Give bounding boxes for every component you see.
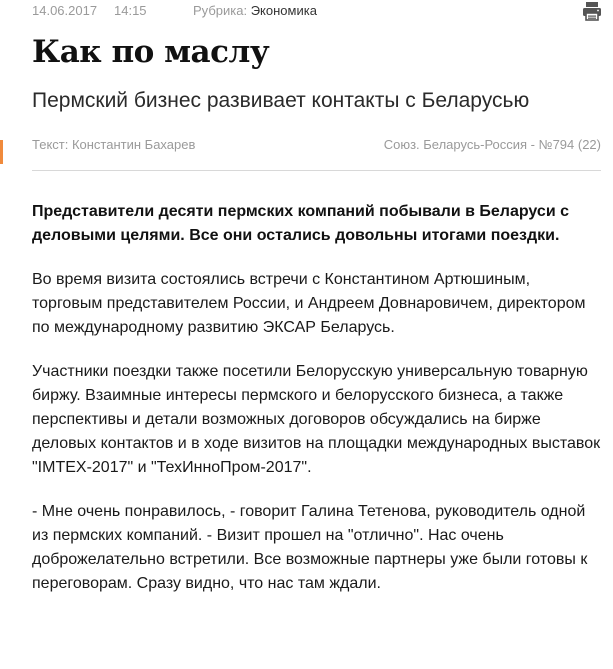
rubric [193,3,317,18]
publish-date: 14.06.2017 [32,3,98,18]
source-issue[interactable]: Союз. Беларусь-Россия - №794 (22) [383,137,601,152]
article-subheadline: Пермский бизнес развивает контакты с Беларусью [32,89,530,112]
rubric-link[interactable]: Экономика [250,3,317,18]
article-lead: Представители десяти пермских компаний побывали в Беларуси с деловыми целями. Все они остались довольны итогами поездки. [32,203,570,244]
divider [32,170,601,171]
article-headline: Как по маслу [32,34,270,70]
article-paragraph: Во время визита состоялись встречи с Константином Артюшиным, торговым представителем России, и Андреем Довнаровичем, директором по международному развитию ЭКСАР Беларусь. [32,271,586,336]
article-paragraph: - Мне очень понравилось, - говорит Галина Тетенова, руководитель одной из пермских компаний. - Визит прошел на "отлично". Нас очень доброжелательно встретили. Все возможные партнеры уже были готовы к переговорам. Сразу видно, что нас там ждали. [32,503,588,592]
printer-icon[interactable] [581,0,603,22]
article-body [32,200,602,616]
byline [32,137,601,155]
publish-time: 14:15 [114,3,147,18]
author-credit: Текст: Константин Бахарев [32,137,196,152]
accent-marker [0,140,3,164]
article-meta [32,3,603,23]
article-paragraph: Участники поездки также посетили Белорусскую универсальную товарную биржу. Взаимные интересы пермского и белорусского бизнеса, а также перспективы и детали возможных договоров обсуждались на бирже деловых контактов и в ходе визитов на площадки международных выставок "IMTEX-2017" и "ТехИнноПром-2017". [32,363,601,476]
rubric-label: Рубрика: [193,3,248,18]
